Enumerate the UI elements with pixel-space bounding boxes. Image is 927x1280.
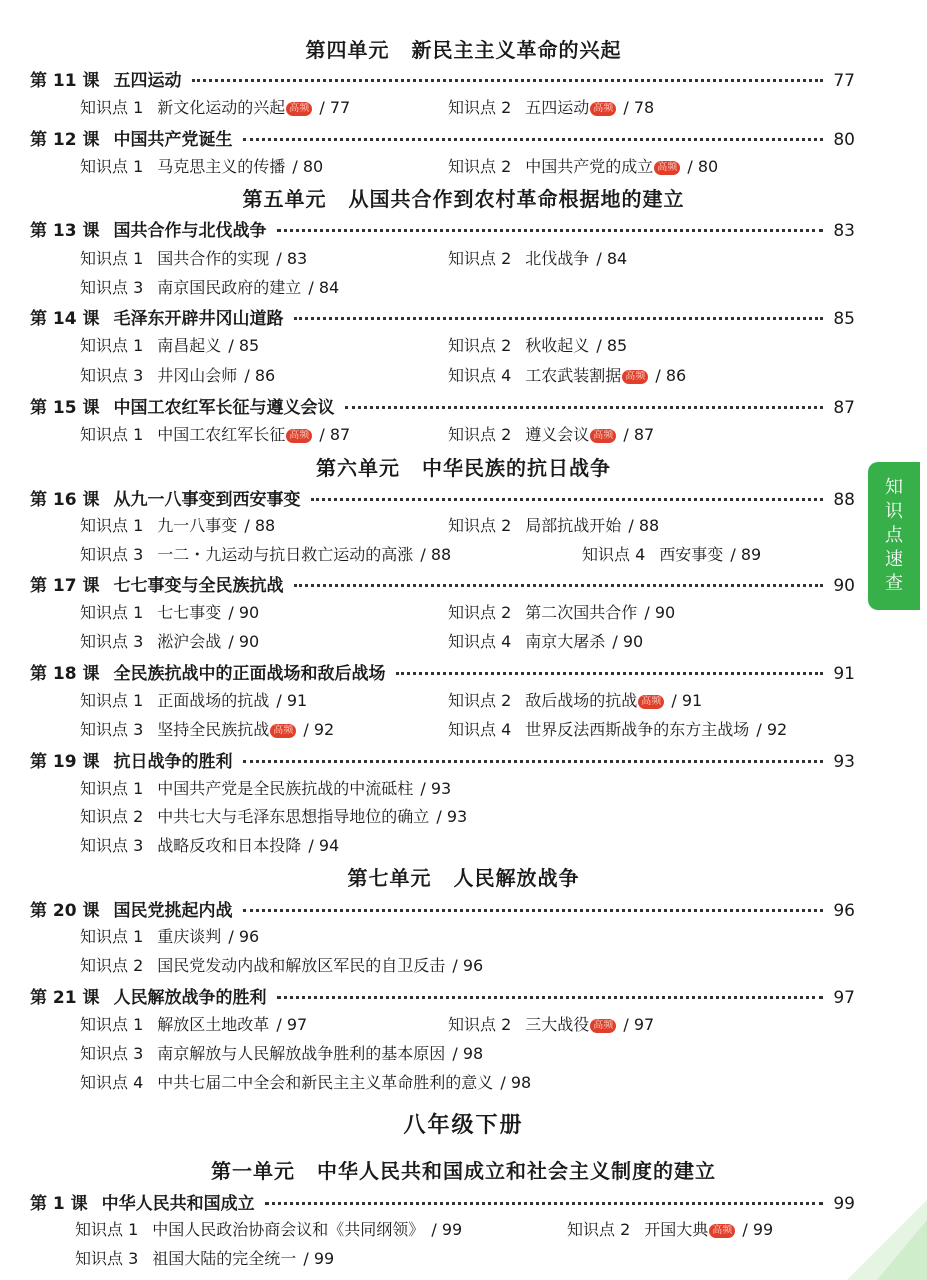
lesson-number: 第 19 课 [30, 752, 100, 772]
lesson-row[interactable] [30, 747, 855, 772]
knowledge-point-page: / 80 [287, 157, 324, 176]
knowledge-point-page: / 88 [415, 545, 452, 564]
knowledge-point-page: / 97 [271, 1015, 308, 1034]
lesson-page-number: 90 [833, 576, 855, 596]
lesson-row[interactable] [30, 1189, 855, 1214]
knowledge-point-label: 知识点 2 [448, 157, 512, 176]
knowledge-point-title: 正面战场的抗战 [157, 691, 270, 710]
unit-number: 第七单元 [347, 866, 432, 890]
high-frequency-badge: 高频 [286, 429, 312, 443]
lesson-number: 第 11 课 [30, 71, 100, 91]
knowledge-point-title: 重庆谈判 [157, 927, 222, 946]
knowledge-point[interactable] [80, 333, 259, 356]
knowledge-point-label: 知识点 1 [80, 691, 144, 710]
knowledge-point-label: 知识点 1 [80, 157, 144, 176]
knowledge-point-label: 知识点 1 [80, 98, 144, 117]
high-frequency-badge: 高频 [590, 1019, 616, 1033]
lesson-number: 第 16 课 [30, 490, 100, 510]
knowledge-point-title: 中国人民政治协商会议和《共同纲领》 [152, 1220, 425, 1239]
dot-leader [243, 138, 824, 141]
unit-heading [0, 34, 927, 63]
lesson-number: 第 17 课 [30, 576, 100, 596]
knowledge-point-page: / 99 [426, 1220, 463, 1239]
high-frequency-badge: 高频 [590, 102, 616, 116]
knowledge-point-page: / 86 [239, 366, 276, 385]
unit-title: 中华民族的抗日战争 [422, 456, 611, 480]
corner-decoration [817, 1200, 927, 1280]
knowledge-point-page: / 88 [623, 516, 660, 535]
knowledge-point-page: / 84 [591, 249, 628, 268]
knowledge-point-title: 第二次国共合作 [525, 603, 638, 622]
lesson-title: 中华人民共和国成立 [101, 1194, 255, 1214]
knowledge-point-title: 坚持全民族抗战 [157, 720, 270, 739]
knowledge-point-page: / 93 [415, 779, 452, 798]
knowledge-point-label: 知识点 1 [75, 1220, 139, 1239]
dot-leader [311, 498, 824, 501]
knowledge-point[interactable] [448, 629, 643, 652]
side-tab-char: 知 [885, 477, 903, 498]
knowledge-point-label: 知识点 3 [80, 720, 144, 739]
lesson-title: 中国共产党诞生 [113, 130, 233, 150]
lesson-number: 第 14 课 [30, 309, 100, 329]
unit-title: 人民解放战争 [453, 866, 580, 890]
lesson-number: 第 15 课 [30, 398, 100, 418]
knowledge-point[interactable] [75, 1246, 334, 1269]
knowledge-point[interactable] [80, 688, 307, 711]
side-tab-char: 查 [885, 573, 903, 594]
lesson-title: 中国工农红军长征与遵义会议 [113, 398, 335, 418]
knowledge-point-title: 国共合作的实现 [157, 249, 270, 268]
knowledge-point[interactable] [80, 629, 259, 652]
knowledge-point-label: 知识点 2 [448, 98, 512, 117]
lesson-title: 从九一八事变到西安事变 [113, 490, 301, 510]
knowledge-point[interactable] [80, 1041, 483, 1064]
lesson-number: 第 13 课 [30, 221, 100, 241]
knowledge-point-label: 知识点 1 [80, 603, 144, 622]
knowledge-point-title: 解放区土地改革 [157, 1015, 270, 1034]
side-tab-char: 识 [885, 501, 903, 522]
knowledge-point[interactable] [567, 1217, 773, 1240]
knowledge-point[interactable] [448, 95, 654, 118]
knowledge-point-title: 南京解放与人民解放战争胜利的基本原因 [157, 1044, 446, 1063]
knowledge-point-title: 中共七届二中全会和新民主主义革命胜利的意义 [157, 1073, 494, 1092]
knowledge-point-page: / 88 [239, 516, 276, 535]
knowledge-point-label: 知识点 2 [567, 1220, 631, 1239]
knowledge-point-label: 知识点 3 [80, 1044, 144, 1063]
lesson-row[interactable] [30, 66, 855, 91]
side-tab-knowledge-quick-check[interactable] [868, 462, 920, 610]
knowledge-point-title: 敌后战场的抗战 [525, 691, 638, 710]
knowledge-point-title: 南京国民政府的建立 [157, 278, 302, 297]
knowledge-point-page: / 91 [271, 691, 308, 710]
knowledge-point[interactable] [80, 363, 275, 386]
side-tab-char: 速 [885, 549, 903, 570]
knowledge-point[interactable] [80, 1012, 307, 1035]
knowledge-point-title: 中共七大与毛泽东思想指导地位的确立 [157, 807, 430, 826]
dot-leader [294, 317, 824, 320]
knowledge-point-page: / 80 [682, 157, 719, 176]
dot-leader [294, 584, 824, 587]
knowledge-point[interactable] [448, 600, 675, 623]
knowledge-point-label: 知识点 2 [448, 1015, 512, 1034]
knowledge-point[interactable] [80, 776, 451, 799]
knowledge-point[interactable] [80, 833, 339, 856]
lesson-page-number: 99 [833, 1194, 855, 1214]
knowledge-point[interactable] [80, 513, 275, 536]
lesson-page-number: 77 [833, 71, 855, 91]
lesson-title: 国共合作与北伐战争 [113, 221, 267, 241]
lesson-number: 第 18 课 [30, 664, 100, 684]
high-frequency-badge: 高频 [709, 1224, 735, 1238]
knowledge-point-page: / 99 [298, 1249, 335, 1268]
knowledge-point-label: 知识点 2 [448, 336, 512, 355]
knowledge-point[interactable] [448, 246, 627, 269]
dot-leader [243, 760, 824, 763]
knowledge-point-page: / 89 [725, 545, 762, 564]
lesson-row[interactable] [30, 125, 855, 150]
knowledge-point[interactable] [448, 154, 718, 177]
knowledge-point-title: 北伐战争 [525, 249, 590, 268]
lesson-row[interactable] [30, 216, 855, 241]
unit-title: 新民主主义革命的兴起 [411, 38, 622, 62]
dot-leader [396, 672, 824, 675]
knowledge-point-page: / 85 [591, 336, 628, 355]
knowledge-point-title: 祖国大陆的完全统一 [152, 1249, 297, 1268]
knowledge-point-page: / 91 [666, 691, 703, 710]
knowledge-point[interactable] [80, 542, 451, 565]
knowledge-point-page: / 92 [298, 720, 335, 739]
lesson-title: 全民族抗战中的正面战场和敌后战场 [113, 664, 386, 684]
lesson-title: 毛泽东开辟井冈山道路 [113, 309, 284, 329]
knowledge-point-label: 知识点 2 [80, 956, 144, 975]
side-tab-char: 点 [885, 525, 903, 546]
knowledge-point-label: 知识点 4 [448, 632, 512, 651]
knowledge-point[interactable] [75, 1217, 462, 1240]
lesson-row[interactable] [30, 485, 855, 510]
knowledge-point-label: 知识点 1 [80, 425, 144, 444]
knowledge-point-title: 七七事变 [157, 603, 222, 622]
knowledge-point-page: / 77 [314, 98, 351, 117]
lesson-page-number: 91 [833, 664, 855, 684]
knowledge-point-label: 知识点 3 [80, 836, 144, 855]
lesson-row[interactable] [30, 304, 855, 329]
high-frequency-badge: 高频 [590, 429, 616, 443]
knowledge-point[interactable] [80, 717, 334, 740]
knowledge-point-page: / 90 [223, 632, 260, 651]
knowledge-point-label: 知识点 2 [448, 603, 512, 622]
knowledge-point[interactable] [448, 513, 659, 536]
unit-heading [0, 452, 927, 481]
knowledge-point[interactable] [80, 95, 350, 118]
unit-heading [0, 862, 927, 891]
knowledge-point-title: 一二・九运动与抗日救亡运动的高涨 [157, 545, 414, 564]
knowledge-point-page: / 98 [495, 1073, 532, 1092]
lesson-page-number: 80 [833, 130, 855, 150]
knowledge-point-page: / 84 [303, 278, 340, 297]
knowledge-point[interactable] [80, 924, 259, 947]
knowledge-point[interactable] [80, 804, 467, 827]
knowledge-point-page: / 90 [639, 603, 676, 622]
knowledge-point-label: 知识点 3 [80, 632, 144, 651]
knowledge-point-title: 遵义会议 [525, 425, 590, 444]
knowledge-point-page: / 78 [618, 98, 655, 117]
knowledge-point-label: 知识点 1 [80, 336, 144, 355]
knowledge-point-label: 知识点 2 [448, 691, 512, 710]
knowledge-point-title: 马克思主义的传播 [157, 157, 286, 176]
knowledge-point-page: / 96 [447, 956, 484, 975]
dot-leader [192, 79, 824, 82]
lesson-number: 第 1 课 [30, 1194, 88, 1214]
lesson-number: 第 12 课 [30, 130, 100, 150]
knowledge-point[interactable] [448, 333, 627, 356]
lesson-row[interactable] [30, 983, 855, 1008]
knowledge-point-page: / 94 [303, 836, 340, 855]
unit-number: 第五单元 [242, 187, 327, 211]
dot-leader [277, 996, 824, 999]
unit-number: 第一单元 [211, 1159, 295, 1183]
knowledge-point-title: 战略反攻和日本投降 [157, 836, 302, 855]
lesson-title: 抗日战争的胜利 [113, 752, 233, 772]
knowledge-point-title: 局部抗战开始 [525, 516, 622, 535]
knowledge-point-label: 知识点 3 [75, 1249, 139, 1268]
lesson-row[interactable] [30, 896, 855, 921]
knowledge-point-page: / 97 [618, 1015, 655, 1034]
knowledge-point-page: / 90 [607, 632, 644, 651]
high-frequency-badge: 高频 [622, 370, 648, 384]
knowledge-point-title: 南昌起义 [157, 336, 222, 355]
unit-heading [0, 1155, 927, 1184]
knowledge-point-label: 知识点 1 [80, 249, 144, 268]
knowledge-point-title: 新文化运动的兴起 [157, 98, 286, 117]
dot-leader [243, 909, 824, 912]
knowledge-point-title: 九一八事变 [157, 516, 238, 535]
knowledge-point-label: 知识点 1 [80, 1015, 144, 1034]
unit-heading [0, 183, 927, 212]
knowledge-point-page: / 93 [431, 807, 468, 826]
knowledge-point-page: / 92 [751, 720, 788, 739]
knowledge-point-label: 知识点 2 [448, 425, 512, 444]
lesson-title: 国民党挑起内战 [113, 901, 233, 921]
lesson-number: 第 21 课 [30, 988, 100, 1008]
dot-leader [345, 406, 824, 409]
lesson-page-number: 85 [833, 309, 855, 329]
knowledge-point-label: 知识点 2 [448, 249, 512, 268]
knowledge-point-page: / 98 [447, 1044, 484, 1063]
knowledge-point-title: 秋收起义 [525, 336, 590, 355]
knowledge-point[interactable] [448, 363, 686, 386]
lesson-row[interactable] [30, 659, 855, 684]
knowledge-point-page: / 87 [314, 425, 351, 444]
knowledge-point-page: / 90 [223, 603, 260, 622]
knowledge-point-title: 中国共产党的成立 [525, 157, 654, 176]
knowledge-point[interactable] [80, 422, 350, 445]
knowledge-point[interactable] [448, 717, 787, 740]
knowledge-point-label: 知识点 3 [80, 278, 144, 297]
unit-title: 中华人民共和国成立和社会主义制度的建立 [317, 1159, 716, 1183]
high-frequency-badge: 高频 [654, 161, 680, 175]
knowledge-point[interactable] [582, 542, 761, 565]
knowledge-point[interactable] [80, 154, 323, 177]
knowledge-point[interactable] [80, 953, 483, 976]
lesson-row[interactable] [30, 393, 855, 418]
unit-number: 第四单元 [305, 38, 390, 62]
high-frequency-badge: 高频 [638, 695, 664, 709]
knowledge-point-label: 知识点 2 [448, 516, 512, 535]
knowledge-point-page: / 83 [271, 249, 308, 268]
knowledge-point-page: / 99 [737, 1220, 774, 1239]
knowledge-point-label: 知识点 3 [80, 366, 144, 385]
knowledge-point[interactable] [80, 600, 259, 623]
dot-leader [277, 229, 824, 232]
knowledge-point[interactable] [80, 1070, 531, 1093]
knowledge-point-title: 西安事变 [659, 545, 724, 564]
unit-number: 第六单元 [316, 456, 400, 480]
knowledge-point-title: 国民党发动内战和解放区军民的自卫反击 [157, 956, 446, 975]
dot-leader [265, 1202, 824, 1205]
lesson-page-number: 87 [833, 398, 855, 418]
knowledge-point-title: 五四运动 [525, 98, 590, 117]
knowledge-point-title: 南京大屠杀 [525, 632, 606, 651]
knowledge-point-page: / 85 [223, 336, 260, 355]
knowledge-point-label: 知识点 4 [582, 545, 646, 564]
knowledge-point-page: / 87 [618, 425, 655, 444]
knowledge-point-label: 知识点 3 [80, 545, 144, 564]
knowledge-point-page: / 86 [650, 366, 687, 385]
lesson-page-number: 88 [833, 490, 855, 510]
unit-title: 从国共合作到农村革命根据地的建立 [348, 187, 685, 211]
knowledge-point-title: 中国共产党是全民族抗战的中流砥柱 [157, 779, 414, 798]
lesson-title: 人民解放战争的胜利 [113, 988, 267, 1008]
lesson-number: 第 20 课 [30, 901, 100, 921]
knowledge-point-title: 开国大典 [644, 1220, 709, 1239]
knowledge-point-title: 中国工农红军长征 [157, 425, 286, 444]
lesson-page-number: 93 [833, 752, 855, 772]
knowledge-point-title: 三大战役 [525, 1015, 590, 1034]
grade-title: 八年级下册 [403, 1113, 524, 1138]
knowledge-point[interactable] [448, 688, 702, 711]
high-frequency-badge: 高频 [286, 102, 312, 116]
knowledge-point-label: 知识点 4 [448, 720, 512, 739]
lesson-page-number: 83 [833, 221, 855, 241]
knowledge-point-label: 知识点 1 [80, 927, 144, 946]
high-frequency-badge: 高频 [270, 724, 296, 738]
knowledge-point-title: 淞沪会战 [157, 632, 222, 651]
lesson-title: 七七事变与全民族抗战 [113, 576, 284, 596]
knowledge-point-label: 知识点 4 [80, 1073, 144, 1092]
knowledge-point-label: 知识点 1 [80, 779, 144, 798]
lesson-page-number: 96 [833, 901, 855, 921]
lesson-row[interactable] [30, 571, 855, 596]
knowledge-point-label: 知识点 4 [448, 366, 512, 385]
lesson-page-number: 97 [833, 988, 855, 1008]
knowledge-point[interactable] [80, 246, 307, 269]
knowledge-point-title: 井冈山会师 [157, 366, 238, 385]
knowledge-point[interactable] [80, 275, 339, 298]
knowledge-point-title: 世界反法西斯战争的东方主战场 [525, 720, 750, 739]
knowledge-point-page: / 96 [223, 927, 260, 946]
lesson-title: 五四运动 [113, 71, 182, 91]
knowledge-point-title: 工农武装割据 [525, 366, 622, 385]
knowledge-point[interactable] [448, 1012, 654, 1035]
knowledge-point[interactable] [448, 422, 654, 445]
knowledge-point-label: 知识点 2 [80, 807, 144, 826]
knowledge-point-label: 知识点 1 [80, 516, 144, 535]
